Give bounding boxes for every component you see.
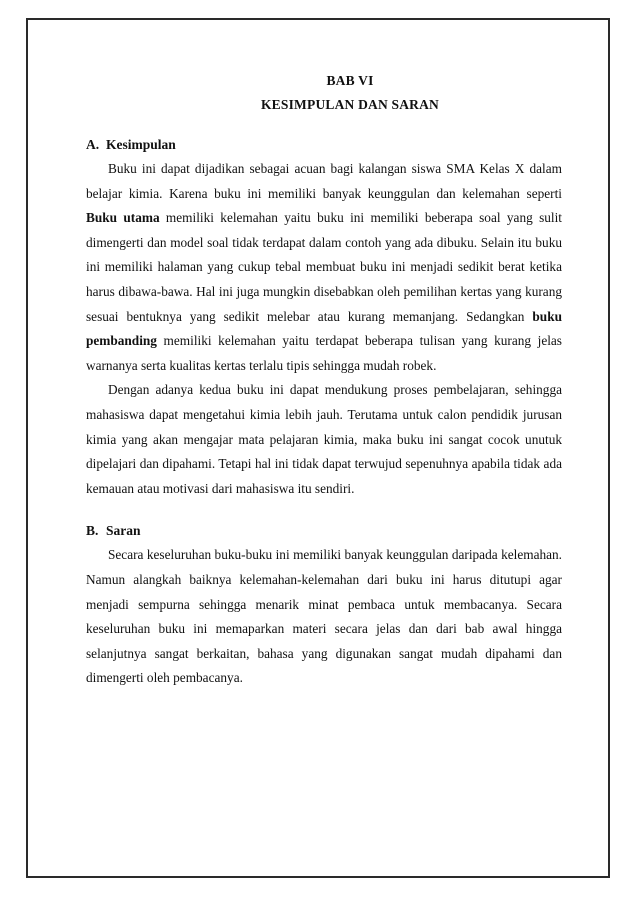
conclusion-p2-text: Dengan adanya kedua buku ini dapat mendukung proses pembelajaran, sehingga mahasiswa dapat mengetahui kimia lebih jauh. Terutama untuk calon pendidik jurusan kimia yang akan mengajar mata pelajaran kimia, maka buku ini sangat cocok unutuk dipelajari dan dipahami. Tetapi hal ini tidak dapat terwujud sepenuhnya apabila tidak ada kemauan atau motivasi dari mahasiswa itu sendiri. [86,382,562,496]
section-a-letter: A. [86,137,100,152]
conclusion-paragraph-2 [86,378,562,501]
suggestion-p1-text: Secara keseluruhan buku-buku ini memiliki banyak keunggulan daripada kelemahan. Namun alangkah baiknya kelemahan-kelemahan dari buku ini harus ditutupi agar menjadi sempurna sehingga menarik minat pembaca untuk membacanya. Secara keseluruhan buku ini memaparkan materi secara jelas dan dari bab awal hingga selanjutnya sangat berkaitan, bahasa yang digunakan sangat mudah dipahami dan dimengerti oleh pembacanya. [86,547,562,686]
section-a-title: Kesimpulan [106,137,176,152]
conclusion-p1-text-2: memiliki kelemahan yaitu buku ini memiliki beberapa soal yang sulit dimengerti dan model soal tidak terdapat dalam contoh yang ada dibuku. Selain itu buku ini memiliki halaman yang cukup tebal membuat buku ini menjadi sedikit berat ketika harus dibawa-bawa. Hal ini juga mungkin disebabkan oleh pemilihan kertas yang kurang sesuai bentuknya yang sedikit melebar atau kurang memanjang. Sedangkan [86,210,562,324]
conclusion-p1-bold-1: Buku utama [86,210,160,226]
section-b-letter: B. [86,523,99,539]
section-a-heading [86,136,562,154]
chapter-number: BAB VI [326,73,374,88]
section-b-heading [86,522,562,540]
chapter-title: KESIMPULAN DAN SARAN [260,97,439,112]
conclusion-p1-text-3: memiliki kelemahan yaitu terdapat beberapa tulisan yang kurang jelas warnanya serta kualitas kertas terlalu tipis sehingga mudah robek. [86,333,562,373]
conclusion-paragraph-1 [86,157,562,378]
suggestion-paragraph [86,543,562,691]
conclusion-p1-bold-2: buku pembanding [86,308,562,349]
section-b-title: Saran [106,523,141,539]
document-content [86,72,562,691]
conclusion-p1-text-1: Buku ini dapat dijadikan sebagai acuan bagi kalangan siswa SMA Kelas X dalam belajar kimia. Karena buku ini memiliki banyak keunggulan dan kelemahan seperti [86,161,562,201]
